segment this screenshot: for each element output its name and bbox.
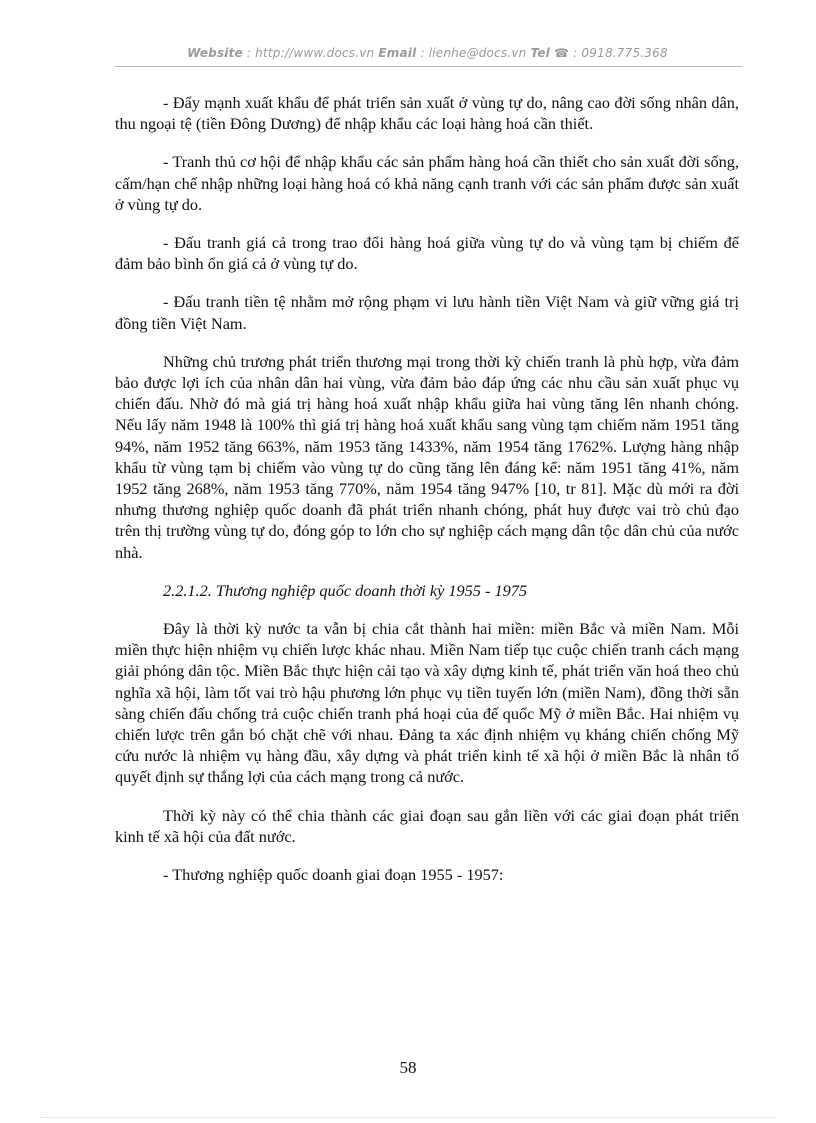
website-value: : http://www.docs.vn — [246, 46, 375, 60]
bullet-paragraph: - Đẩy mạnh xuất khẩu để phát triển sản xuất ở vùng tự do, nâng cao đời sống nhân dân, thu ngoại tệ (tiền Đông Dương) để nhập khẩu các loại hàng hoá cần thiết. — [115, 93, 739, 134]
tel-value: ☎ : 0918.775.368 — [554, 46, 668, 60]
document-body — [115, 92, 739, 897]
section-subheading: 2.2.1.2. Thương nghiệp quốc doanh thời kỳ 1955 - 1975 — [163, 580, 528, 600]
body-paragraph: Thời kỳ này có thể chia thành các giai đoạn sau gắn liền với các giai đoạn phát triển kinh tế xã hội của đất nước. — [115, 805, 739, 846]
page-header — [115, 46, 740, 60]
body-paragraph: Những chủ trương phát triển thương mại trong thời kỳ chiến tranh là phù hợp, vừa đảm bảo được lợi ích của nhân dân hai vùng, vừa đảm bảo đáp ứng các nhu cầu sản xuất phục vụ chiến đấu. Nhờ đó mà giá trị hàng hoá xuất nhập khẩu giữa hai vùng tăng lên nhanh chóng. Nếu lấy năm 1948 là 100% thì giá trị hàng hoá xuất khẩu sang vùng tạm chiếm năm 1951 tăng 94%, năm 1952 tăng 663%, năm 1953 tăng 1433%, năm 1954 tăng 1762%. Lượng hàng nhập khẩu từ vùng tạm bị chiếm vào vùng tự do cũng tăng lên đáng kể: năm 1951 tăng 41%, năm 1952 tăng 268%, năm 1953 tăng 770%, năm 1954 tăng 947% [10, tr 81]. Mặc dù mới ra đời nhưng thương nghiệp quốc doanh đã phát triển nhanh chóng, phát huy được vai trò chủ đạo trên thị trường vùng tự do, đóng góp to lớn cho sự nghiệp cách mạng dân tộc dân chủ của nước nhà. — [115, 351, 739, 562]
header-divider — [115, 66, 742, 67]
bullet-paragraph: - Thương nghiệp quốc doanh giai đoạn 1955 - 1957: — [163, 865, 504, 885]
page-number: 58 — [399, 1058, 417, 1077]
body-paragraph: Đây là thời kỳ nước ta vẫn bị chia cắt thành hai miền: miền Bắc và miền Nam. Mỗi miền thực hiện nhiệm vụ chiến lược khác nhau. Miền Nam tiếp tục cuộc chiến tranh cách mạng giải phóng dân tộc. Miền Bắc thực hiện cải tạo và xây dựng kinh tế, phát triển văn hoá theo chủ nghĩa xã hội, làm tốt vai trò hậu phương lớn phục vụ tiền tuyến lớn (miền Nam), đồng thời sẵn sàng chiến đấu chống trả cuộc chiến tranh phá hoại của đế quốc Mỹ ở miền Bắc. Hai nhiệm vụ chiến lược trên gắn bó chặt chẽ với nhau. Đảng ta xác định nhiệm vụ kháng chiến chống Mỹ cứu nước là nhiệm vụ hàng đầu, xây dựng và phát triển kinh tế xã hội ở miền Bắc là nhân tố quyết định sự thắng lợi của cách mạng trong cả nước. — [115, 619, 739, 787]
bullet-paragraph: - Đấu tranh tiền tệ nhằm mở rộng phạm vi lưu hành tiền Việt Nam và giữ vững giá trị đồng tiền Việt Nam. — [115, 292, 739, 333]
website-label: Website — [187, 46, 243, 60]
bullet-paragraph: - Đấu tranh giá cả trong trao đổi hàng hoá giữa vùng tự do và vùng tạm bị chiếm để đảm bảo bình ổn giá cả ở vùng tự do. — [115, 233, 739, 274]
email-value: : lienhe@docs.vn — [420, 46, 527, 60]
footer-divider — [40, 1117, 776, 1118]
email-label: Email — [378, 46, 417, 60]
bullet-paragraph: - Tranh thủ cơ hội để nhập khẩu các sản phẩm hàng hoá cần thiết cho sản xuất đời sống, cấm/hạn chế nhập những loại hàng hoá có khả năng cạnh tranh với các sản phẩm được sản xuất ở vùng tự do. — [115, 152, 739, 214]
tel-label: Tel — [530, 46, 550, 60]
